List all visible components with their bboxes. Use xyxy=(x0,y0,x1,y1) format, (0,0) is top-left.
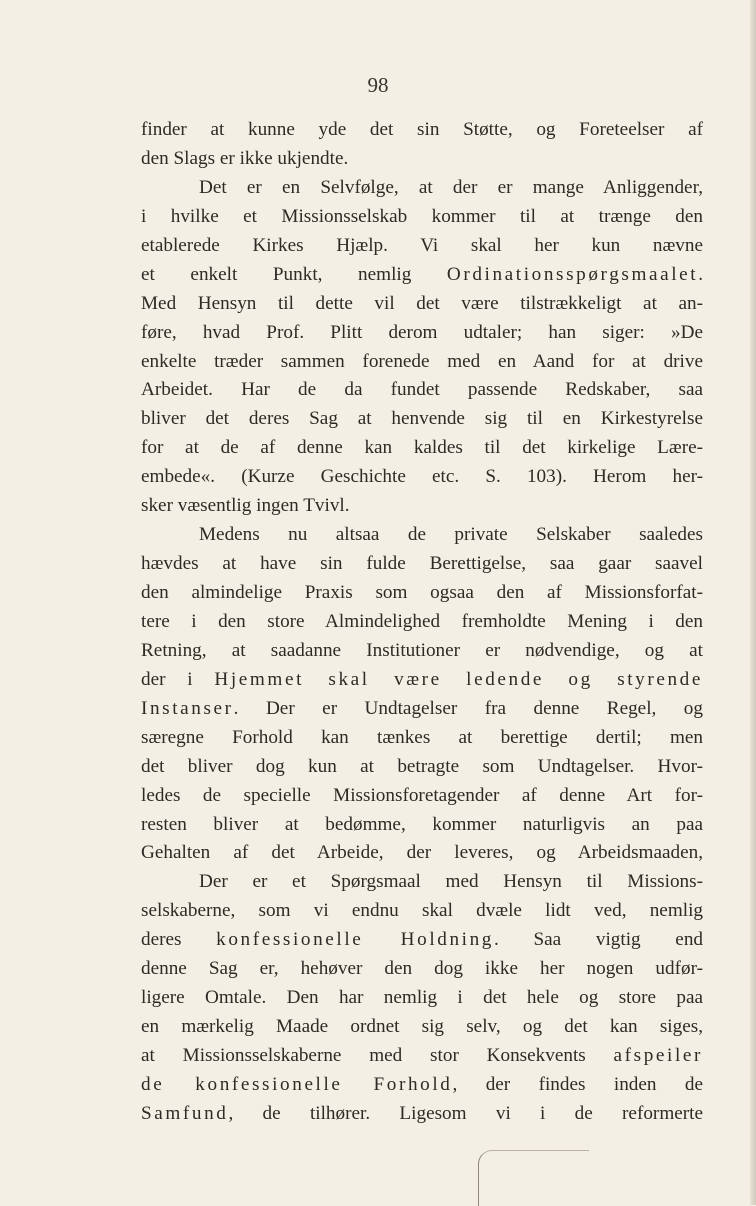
text-segment: denne Sag er, hehøver den dog ikke her nogen udfør- xyxy=(141,958,703,980)
text-segment: . Saa vigtig end xyxy=(493,929,703,951)
text-line xyxy=(141,1100,703,1129)
text-line xyxy=(141,145,703,174)
text-segment: resten bliver at bedømme, kommer naturligvis an paa xyxy=(141,813,703,835)
text-segment: tere i den store Almindelighed fremholdte Mening i den xyxy=(141,610,703,632)
text-segment: enkelte træder sammen forenede med en Aand for at drive xyxy=(141,350,703,372)
page-corner-fold xyxy=(478,1150,589,1206)
body-text xyxy=(141,116,703,1129)
text-segment: det bliver dog kun at betragte som Undtagelser. Hvor- xyxy=(141,755,703,777)
text-line xyxy=(141,116,703,145)
text-segment: bliver det deres Sag at henvende sig til en Kirkestyrelse xyxy=(141,408,703,430)
text-segment: ledes de specielle Missionsforetagender af denne Art for- xyxy=(141,784,703,806)
text-segment: , de tilhører. Ligesom vi i de reformerte xyxy=(228,1102,703,1124)
text-segment: embede«. (Kurze Geschichte etc. S. 103). Herom her- xyxy=(141,466,703,488)
page-number: 98 xyxy=(367,73,389,97)
text-segment: føre, hvad Prof. Plitt derom udtaler; han siger: »De xyxy=(141,321,703,343)
text-line xyxy=(141,348,703,377)
text-line xyxy=(141,579,703,608)
text-segment: etablerede Kirkes Hjælp. Vi skal her kun nævne xyxy=(141,234,703,256)
spaced-emphasis: Ordinationsspørgsmaalet xyxy=(446,263,699,285)
text-line xyxy=(141,724,703,753)
spaced-emphasis: de konfessionelle Forhold xyxy=(141,1073,453,1095)
text-segment: selskaberne, som vi endnu skal dvæle lidt ved, nemlig xyxy=(141,900,703,922)
text-line xyxy=(141,926,703,955)
page-edge xyxy=(750,0,756,1205)
text-line xyxy=(141,666,703,695)
text-segment: sker væsentlig ingen Tvivl. xyxy=(141,495,350,517)
text-segment: Gehalten af det Arbeide, der leveres, og Arbeidsmaaden, xyxy=(141,842,703,864)
text-line xyxy=(141,811,703,840)
text-segment: i hvilke et Missionsselskab kommer til at trænge den xyxy=(141,205,703,227)
spaced-emphasis: konfessionelle Holdning xyxy=(216,929,494,951)
text-line xyxy=(141,405,703,434)
text-segment: den almindelige Praxis som ogsaa den af Missionsforfat- xyxy=(141,582,703,603)
text-line xyxy=(141,868,703,897)
text-line xyxy=(141,376,703,405)
text-segment: deres xyxy=(141,929,217,951)
text-line xyxy=(141,261,703,290)
text-line xyxy=(141,1013,703,1042)
text-line xyxy=(141,637,703,666)
spaced-emphasis: Samfund xyxy=(141,1102,229,1124)
text-line xyxy=(141,695,703,724)
text-segment: Det er en Selvfølge, at der er mange Anliggender, xyxy=(199,176,703,198)
text-segment: finder at kunne yde det sin Støtte, og Foreteelser af xyxy=(141,119,703,140)
text-line xyxy=(141,521,703,550)
text-line xyxy=(141,984,703,1013)
text-line xyxy=(141,463,703,492)
text-segment: Retning, at saadanne Institutioner er nødvendige, og at xyxy=(141,639,703,661)
text-line xyxy=(141,955,703,984)
text-segment: for at de af denne kan kaldes til det kirkelige Lære- xyxy=(141,437,703,459)
text-segment: et enkelt Punkt, nemlig xyxy=(141,263,447,285)
text-segment: at Missionsselskaberne med stor Konsekvents xyxy=(141,1045,614,1066)
text-segment: særegne Forhold kan tænkes at berettige dertil; men xyxy=(141,726,703,748)
text-line xyxy=(141,203,703,232)
text-line xyxy=(141,434,703,463)
text-segment: hævdes at have sin fulde Berettigelse, saa gaar saavel xyxy=(141,553,703,575)
text-segment: , der findes inden de xyxy=(452,1073,703,1095)
text-segment: Der er et Spørgsmaal med Hensyn til Missions- xyxy=(199,871,703,893)
text-line xyxy=(141,174,703,203)
text-line xyxy=(141,608,703,637)
spaced-emphasis: Hjemmet skal være ledende og styrende xyxy=(214,668,703,690)
text-segment: Arbeidet. Har de da fundet passende Redskaber, saa xyxy=(141,379,703,401)
text-segment: den Slags er ikke ukjendte. xyxy=(141,147,349,169)
text-segment: en mærkelig Maade ordnet sig selv, og det kan siges, xyxy=(141,1016,703,1038)
text-segment: ligere Omtale. Den har nemlig i det hele og store paa xyxy=(141,987,703,1009)
text-line xyxy=(141,1042,703,1071)
text-segment: Medens nu altsaa de private Selskaber saaledes xyxy=(199,524,703,546)
text-line xyxy=(141,550,703,579)
text-segment: Med Hensyn til dette vil det være tilstrækkeligt at an- xyxy=(141,292,703,314)
text-line xyxy=(141,897,703,926)
text-line xyxy=(141,753,703,782)
text-line xyxy=(141,290,703,319)
text-line xyxy=(141,1071,703,1100)
spaced-emphasis: Instanser xyxy=(141,697,234,719)
text-segment: . xyxy=(698,263,703,285)
text-line xyxy=(141,839,703,868)
text-line xyxy=(141,232,703,261)
text-line xyxy=(141,782,703,811)
text-line xyxy=(141,319,703,348)
text-line xyxy=(141,492,703,521)
spaced-emphasis: afspeiler xyxy=(613,1045,703,1066)
text-segment: . Der er Undtagelser fra denne Regel, og xyxy=(233,697,703,719)
text-segment: der i xyxy=(141,668,215,690)
